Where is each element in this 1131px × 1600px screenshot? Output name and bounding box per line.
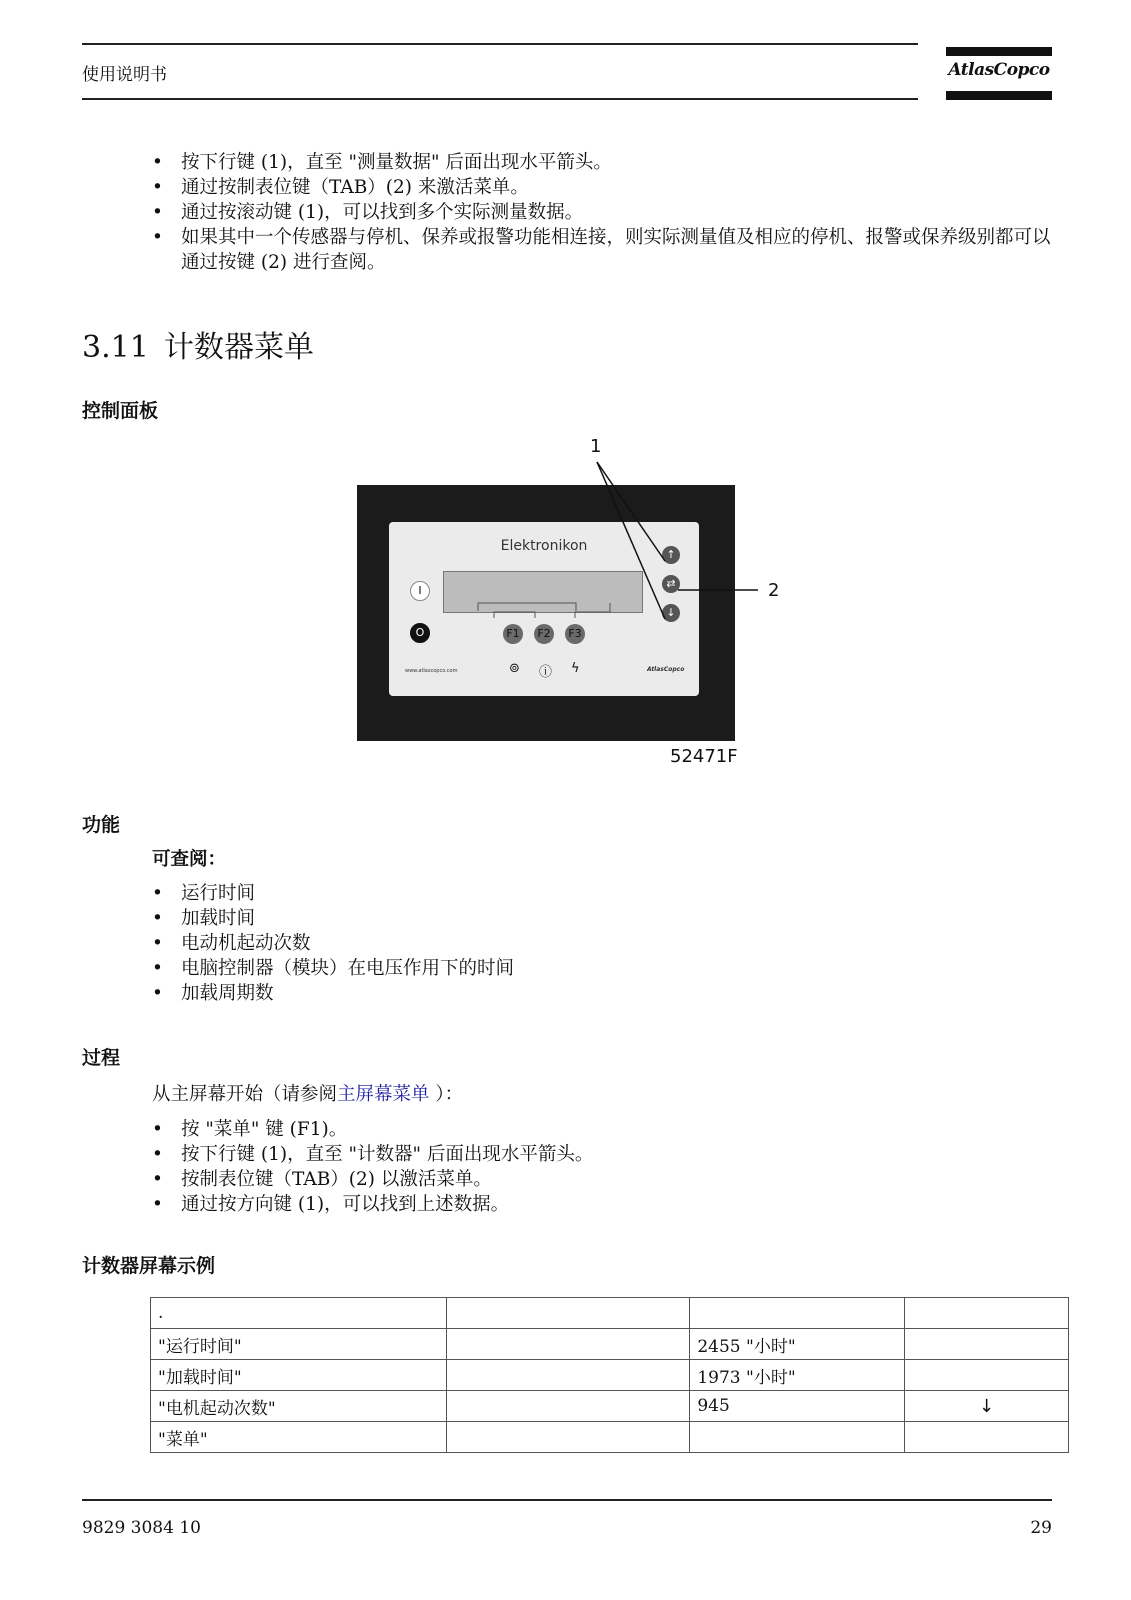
figure-id: 52471F	[670, 746, 738, 767]
table-cell: 2455 "小时"	[690, 1329, 905, 1360]
start-button: I	[410, 581, 430, 601]
doc-number: 9829 3084 10	[82, 1518, 201, 1538]
elektronikon-brand: Elektronikon	[500, 538, 588, 554]
list-item: • 通过按方向键 (1)，可以找到上述数据。	[152, 1192, 952, 1217]
panel-logo: AtlasCopco	[647, 666, 685, 673]
list-item: • 运行时间	[152, 881, 852, 906]
table-cell	[446, 1298, 690, 1329]
list-item: • 按下行键 (1)，直至 "计数器" 后面出现水平箭头。	[152, 1142, 952, 1167]
power-icon: ϟ	[571, 661, 580, 676]
table-cell	[446, 1360, 690, 1391]
table-cell	[905, 1360, 1069, 1391]
function-list	[152, 881, 852, 1006]
list-item: • 通过按滚动键 (1)，可以找到多个实际测量数据。	[152, 200, 1062, 225]
warning-icon: ⓘ	[539, 665, 553, 680]
table-cell	[446, 1329, 690, 1360]
running-icon: ⊚	[509, 661, 520, 676]
table-cell: 945	[690, 1391, 905, 1422]
callout-1: 1	[590, 436, 602, 457]
up-key-icon: ↑	[662, 546, 680, 564]
tab-key-icon: ⇄	[662, 575, 680, 593]
list-item: • 电动机起动次数	[152, 931, 852, 956]
table-row	[151, 1298, 1069, 1329]
main-screen-menu-link[interactable]: 主屏幕菜单	[337, 1084, 430, 1105]
control-panel-heading: 控制面板	[82, 400, 159, 422]
f2-key: F2	[534, 624, 554, 644]
table-row	[151, 1422, 1069, 1453]
list-item: • 通过按制表位键（TAB）(2) 来激活菜单。	[152, 175, 1062, 200]
f3-key: F3	[565, 624, 585, 644]
stop-button: O	[410, 623, 430, 643]
table-cell	[905, 1329, 1069, 1360]
list-item: • 按下行键 (1)，直至 "测量数据" 后面出现水平箭头。	[152, 150, 1062, 175]
header-title: 使用说明书	[82, 65, 167, 85]
list-item: • 按 "菜单" 键 (F1)。	[152, 1117, 952, 1142]
function-intro: 可查阅：	[152, 849, 227, 870]
table-cell: .	[151, 1298, 447, 1329]
table-cell	[690, 1422, 905, 1453]
atlas-copco-logo: AtlasCopco	[946, 47, 1052, 100]
list-item: • 电脑控制器（模块）在电压作用下的时间	[152, 956, 852, 981]
callout-2: 2	[768, 580, 780, 601]
table-row	[151, 1391, 1069, 1422]
procedure-intro: 从主屏幕开始（请参阅主屏幕菜单 ）：	[152, 1084, 464, 1105]
table-cell: "运行时间"	[151, 1329, 447, 1360]
procedure-heading: 过程	[82, 1047, 121, 1069]
counter-screen-table	[150, 1297, 1069, 1453]
table-cell	[446, 1391, 690, 1422]
f1-key: F1	[503, 624, 523, 644]
list-item: • 按制表位键（TAB）(2) 以激活菜单。	[152, 1167, 952, 1192]
table-row	[151, 1360, 1069, 1391]
down-arrow-icon: ↓	[905, 1391, 1069, 1422]
table-row	[151, 1329, 1069, 1360]
table-cell	[446, 1422, 690, 1453]
footer-rule	[82, 1499, 1052, 1501]
table-cell	[905, 1422, 1069, 1453]
list-item: • 加载周期数	[152, 981, 852, 1006]
table-cell: "电机起动次数"	[151, 1391, 447, 1422]
list-item: • 加载时间	[152, 906, 852, 931]
section-number: 3.11	[82, 330, 149, 365]
table-cell	[905, 1298, 1069, 1329]
down-key-icon: ↓	[662, 604, 680, 622]
table-cell: 1973 "小时"	[690, 1360, 905, 1391]
table-cell: "菜单"	[151, 1422, 447, 1453]
page-number: 29	[1030, 1518, 1052, 1538]
function-heading: 功能	[82, 814, 121, 836]
example-heading: 计数器屏幕示例	[82, 1255, 216, 1277]
procedure-steps	[152, 1117, 952, 1217]
list-item: • 如果其中一个传感器与停机、保养或报警功能相连接，则实际测量值及相应的停机、报警或保养级别都可以通过按键 (2) 进行查阅。	[152, 225, 1062, 275]
section-title-text: 计数器菜单	[164, 330, 314, 365]
table-cell: "加载时间"	[151, 1360, 447, 1391]
website-text: www.atlascopco.com	[405, 668, 458, 674]
table-cell	[690, 1298, 905, 1329]
